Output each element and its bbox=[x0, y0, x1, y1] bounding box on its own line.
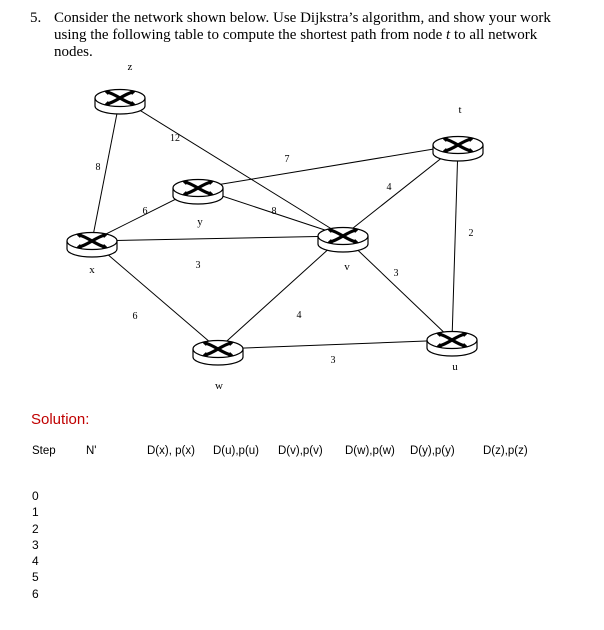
edge-weight-x-w: 6 bbox=[132, 311, 138, 322]
node-label-w: w bbox=[215, 380, 223, 392]
router-w-icon bbox=[193, 341, 243, 366]
edge-t-u bbox=[452, 145, 458, 340]
step-row: 3 bbox=[32, 537, 39, 552]
question-text-part-3: to all network nodes. bbox=[54, 27, 538, 60]
node-label-x: x bbox=[89, 264, 95, 276]
question-source-node: t bbox=[446, 27, 451, 43]
edge-weight-x-v: 3 bbox=[195, 260, 201, 271]
header-du-pu: D(u),p(u) bbox=[213, 445, 260, 457]
header-dw-pw: D(w),p(w) bbox=[345, 445, 395, 457]
header-dv-pv: D(v),p(v) bbox=[278, 445, 323, 457]
step-list bbox=[32, 488, 39, 602]
question-number: 5. bbox=[30, 10, 42, 26]
node-label-t: t bbox=[458, 104, 462, 116]
edge-weight-v-t: 4 bbox=[386, 182, 392, 193]
step-row: 6 bbox=[32, 586, 39, 601]
router-u-icon bbox=[427, 332, 477, 357]
header-dy-py: D(y),p(y) bbox=[410, 445, 455, 457]
step-row: 0 bbox=[32, 489, 39, 503]
edge-x-v bbox=[92, 236, 343, 241]
question-text-part-1: Consider the network shown below. Use Dijkstra’s algorithm, and show your work using the following table to compute the shortest path from node bbox=[54, 10, 551, 43]
edge-weight-y-x: 6 bbox=[142, 206, 148, 217]
header-dz-pz: D(z),p(z) bbox=[483, 445, 528, 457]
router-t-icon bbox=[433, 137, 483, 162]
edge-weight-y-v: 8 bbox=[271, 206, 277, 217]
router-z-icon bbox=[95, 90, 145, 115]
edge-y-t bbox=[198, 145, 458, 188]
node-label-z: z bbox=[127, 61, 133, 73]
step-row: 1 bbox=[32, 505, 39, 520]
edge-weight-v-w: 4 bbox=[296, 310, 302, 321]
step-row: 4 bbox=[32, 554, 39, 569]
router-v-icon bbox=[318, 228, 368, 253]
node-label-u: u bbox=[452, 361, 458, 373]
edge-weight-t-u: 2 bbox=[468, 228, 474, 239]
step-row: 2 bbox=[32, 521, 39, 536]
router-y-icon bbox=[173, 180, 223, 205]
node-label-y: y bbox=[197, 216, 203, 228]
edge-x-w bbox=[92, 241, 218, 349]
edge-w-u bbox=[218, 340, 452, 349]
solution-label: Solution: bbox=[31, 411, 90, 428]
header-step: Step bbox=[32, 445, 56, 457]
step-row: 5 bbox=[32, 570, 39, 585]
edge-v-u bbox=[343, 236, 452, 340]
router-x-icon bbox=[67, 233, 117, 258]
edge-v-w bbox=[218, 236, 343, 349]
edge-weight-z-v: 12 bbox=[170, 133, 180, 144]
edge-weight-z-x: 8 bbox=[95, 162, 101, 173]
edge-weight-w-u: 3 bbox=[330, 355, 336, 366]
edge-weight-v-u: 3 bbox=[393, 268, 399, 279]
header-n-prime: N' bbox=[86, 445, 97, 457]
header-dx-px: D(x), p(x) bbox=[147, 445, 195, 457]
edge-weight-y-t: 7 bbox=[284, 154, 290, 165]
node-label-v: v bbox=[344, 261, 350, 273]
edge-z-v bbox=[120, 98, 343, 236]
